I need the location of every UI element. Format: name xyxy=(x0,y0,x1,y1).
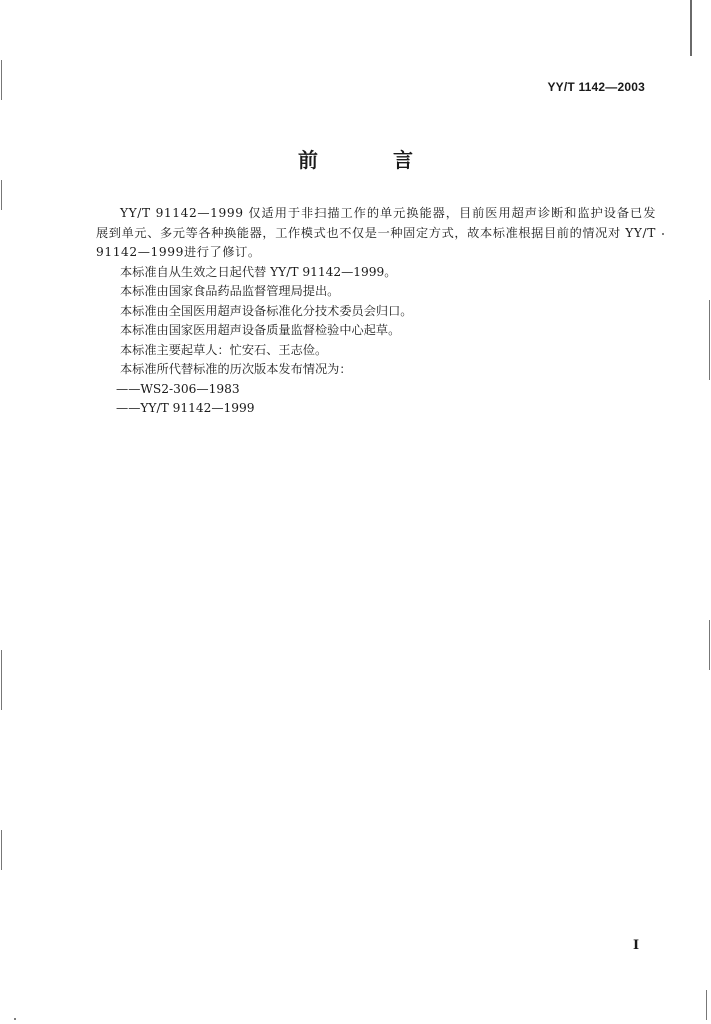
page-number: I xyxy=(633,938,640,953)
standard-code: YY/T 1142—2003 xyxy=(547,80,645,94)
foreword-paragraph: 本标准由全国医用超声设备标准化分技术委员会归口。 xyxy=(120,303,413,318)
scan-speck xyxy=(14,1018,16,1020)
scan-edge-right xyxy=(709,620,710,670)
scan-edge-right xyxy=(709,300,710,380)
scan-edge-left xyxy=(1,650,2,710)
scan-edge-left xyxy=(1,180,2,210)
scan-edge-left xyxy=(1,830,2,870)
foreword-paragraph: YY/T 91142—1999 仅适用于非扫描工作的单元换能器，目前医用超声诊断和监护设备已发展到单元、多元等各种换能器，工作模式也不仅是一种固定方式，故本标准根据目前的情况对 YY/T 91142—1999进行了修订。 xyxy=(96,206,656,259)
history-item: ——YY/T 91142—1999 xyxy=(116,401,255,415)
scan-edge-left xyxy=(1,60,2,100)
foreword-paragraph: 本标准由国家医用超声设备质量监督检验中心起草。 xyxy=(120,323,401,337)
foreword-body xyxy=(96,204,656,419)
page-title: 前 言 xyxy=(298,148,447,172)
scan-edge-right xyxy=(690,0,692,56)
history-item: ——WS2-306—1983 xyxy=(116,381,240,396)
foreword-paragraph: 本标准主要起草人：忙安石、王志俭。 xyxy=(120,342,328,357)
foreword-paragraph: 本标准所代替标准的历次版本发布情况为： xyxy=(120,362,352,376)
foreword-paragraph: 本标准由国家食品药品监督管理局提出。 xyxy=(120,284,340,298)
scan-speck xyxy=(662,233,664,235)
foreword-paragraph: 本标准自从生效之日起代替 YY/T 91142—1999。 xyxy=(120,264,397,279)
scan-edge-right xyxy=(706,990,707,1020)
